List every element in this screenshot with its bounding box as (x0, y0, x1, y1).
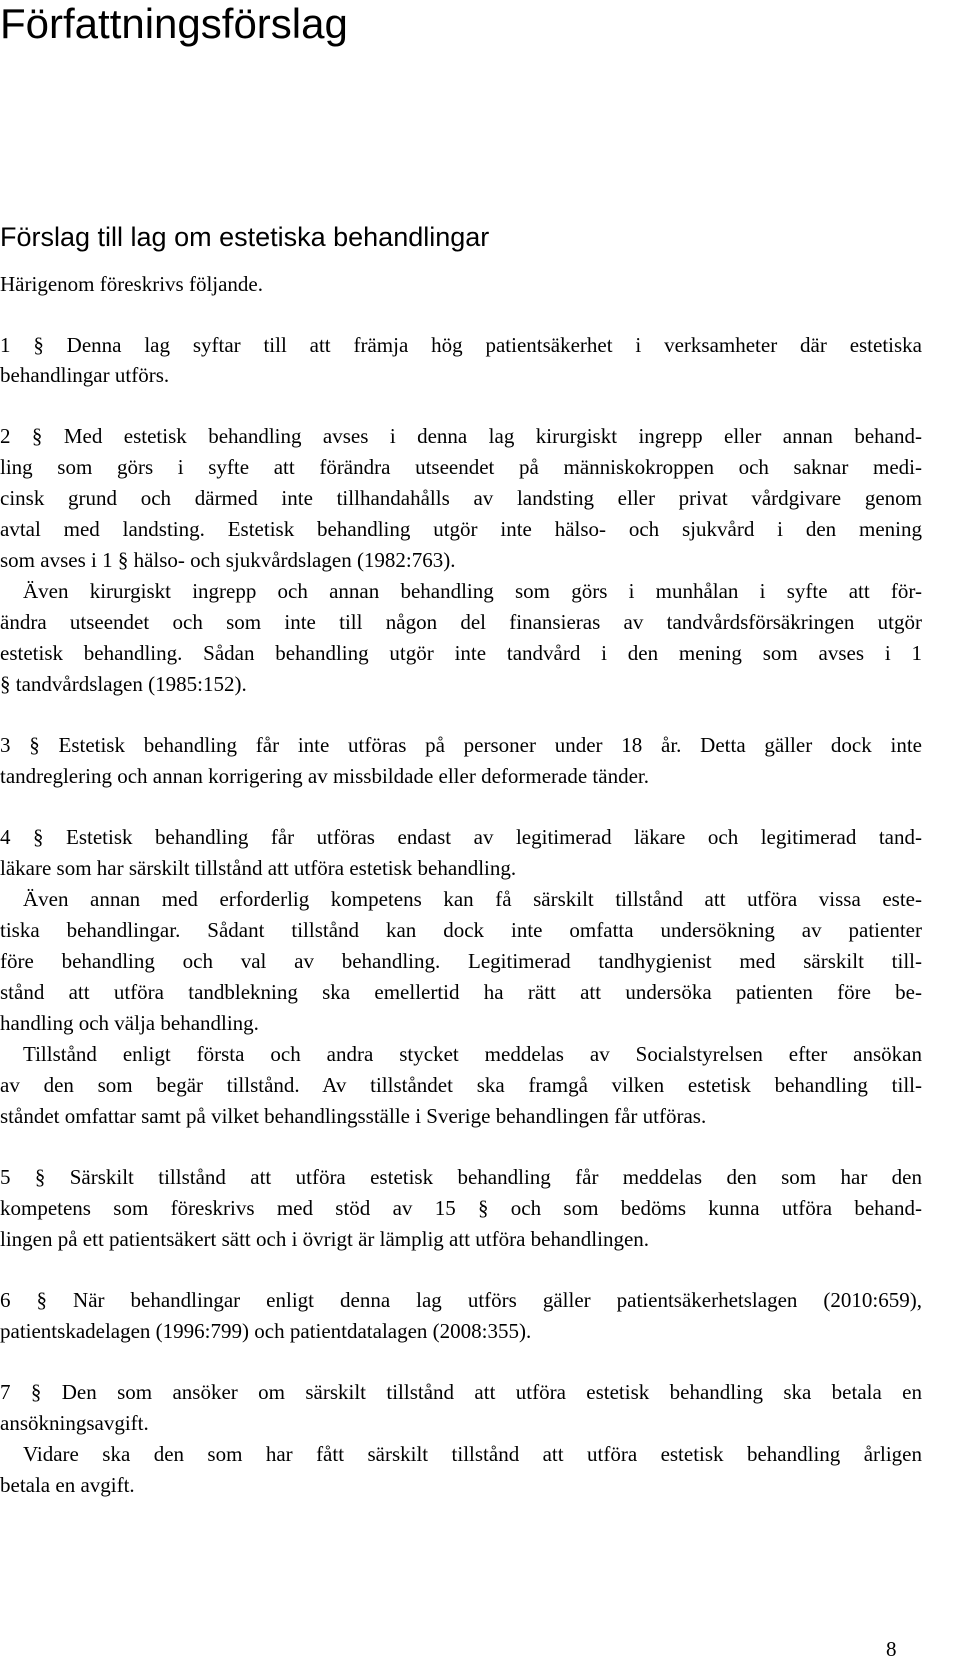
section-4-line: Tillstånd enligt första och andra stycket meddelas av Socialstyrelsen efter ansökan (23, 1042, 922, 1066)
section-6-line: 6 § När behandlingar enligt denna lag utförs gäller patientsäkerhetslagen (2010:659), (0, 1288, 922, 1312)
section-6-line: patientskadelagen (1996:799) och patientdatalagen (2008:355). (0, 1319, 532, 1343)
section-5-line: 5 § Särskilt tillstånd att utföra estetisk behandling får meddelas den som har den (0, 1165, 922, 1189)
section-2-line: 2 § Med estetisk behandling avses i denna lag kirurgiskt ingrepp eller annan behand- (0, 424, 922, 448)
section-2-line: ändra utseendet och som inte till någon del finansieras av tandvårdsförsäkringen utgör (0, 610, 922, 634)
section-2-line: avtal med landsting. Estetisk behandling utgör inte hälso- och sjukvård i den mening (0, 517, 922, 541)
section-2-line: Även kirurgiskt ingrepp och annan behandling som görs i munhålan i syfte att för- (23, 579, 922, 603)
section-7-line: ansökningsavgift. (0, 1411, 149, 1435)
section-4-line: före behandling och val av behandling. Legitimerad tandhygienist med särskilt till- (0, 949, 922, 973)
section-2-line: som avses i 1 § hälso- och sjukvårdslagen (1982:763). (0, 548, 456, 572)
section-4-line: stånd att utföra tandblekning ska emellertid ha rätt att undersöka patienten före be- (0, 980, 922, 1004)
section-7-line: 7 § Den som ansöker om särskilt tillstånd att utföra estetisk behandling ska betala en (0, 1380, 922, 1404)
section-4-line: ståndet omfattar samt på vilket behandlingsställe i Sverige behandlingen får utföras. (0, 1104, 707, 1128)
section-2-line: cinsk grund och därmed inte tillhandahålls av landsting eller privat vårdgivare genom (0, 486, 922, 510)
section-7-line: betala en avgift. (0, 1473, 135, 1497)
page-number: 8 (886, 1637, 897, 1661)
section-1-line: behandlingar utförs. (0, 363, 170, 387)
section-4-line: handling och välja behandling. (0, 1011, 259, 1035)
section-3-line: tandreglering och annan korrigering av missbildade eller deformerade tänder. (0, 764, 649, 788)
section-3-line: 3 § Estetisk behandling får inte utföras på personer under 18 år. Detta gäller dock inte (0, 733, 922, 757)
law-proposal-title: Förslag till lag om estetiska behandlingar (0, 222, 490, 252)
section-5-line: lingen på ett patientsäkert sätt och i övrigt är lämplig att utföra behandlingen. (0, 1227, 650, 1251)
section-5-line: kompetens som föreskrivs med stöd av 15 § och som bedöms kunna utföra behand- (0, 1196, 922, 1220)
section-4-line: tiska behandlingar. Sådant tillstånd kan dock inte omfatta undersökning av patienter (0, 918, 922, 942)
section-4-line: Även annan med erforderlig kompetens kan få särskilt tillstånd att utföra vissa este- (23, 887, 922, 911)
section-2-line: ling som görs i syfte att förändra utseendet på människokroppen och saknar medi- (0, 455, 922, 479)
section-4-line: läkare som har särskilt tillstånd att utföra estetisk behandling. (0, 856, 517, 880)
section-4-line: av den som begär tillstånd. Av tillståndet ska framgå vilken estetisk behandling till- (0, 1073, 922, 1097)
section-7-line: Vidare ska den som har fått särskilt tillstånd att utföra estetisk behandling årligen (23, 1442, 922, 1466)
section-1-line: 1 § Denna lag syftar till att främja hög patientsäkerhet i verksamheter där estetiska (0, 333, 922, 357)
section-2-line: estetisk behandling. Sådan behandling utgör inte tandvård i den mening som avses i 1 (0, 641, 922, 665)
page-title: Författningsförslag (0, 0, 348, 47)
section-4-line: 4 § Estetisk behandling får utföras endast av legitimerad läkare och legitimerad tand- (0, 825, 922, 849)
section-2-line: § tandvårdslagen (1985:152). (0, 672, 247, 696)
intro-line: Härigenom föreskrivs följande. (0, 272, 264, 296)
